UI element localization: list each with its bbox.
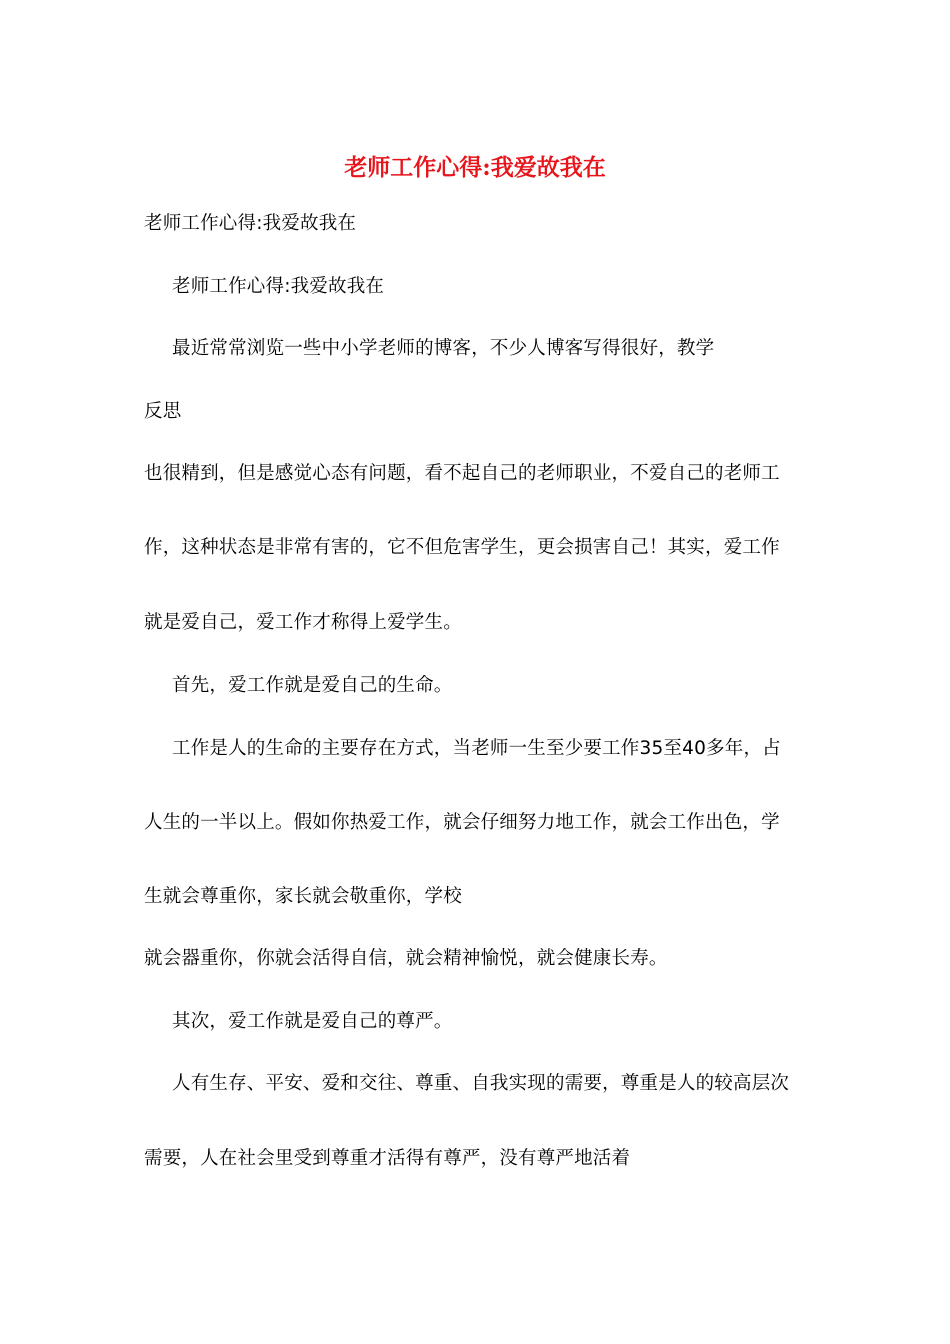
paragraph-line: 工作是人的生命的主要存在方式，当老师一生至少要工作35至40多年，占 <box>172 738 781 759</box>
paragraph-line: 最近常常浏览一些中小学老师的博客，不少人博客写得很好，教学 <box>172 338 715 359</box>
paragraph-line: 首先，爱工作就是爱自己的生命。 <box>172 675 453 696</box>
paragraph-line: 也很精到，但是感觉心态有问题，看不起自己的老师职业，不爱自己的老师工 <box>144 463 780 484</box>
document-title: 老师工作心得:我爱故我在 <box>344 154 606 181</box>
paragraph-line: 生就会尊重你，家长就会敬重你，学校 <box>144 886 462 907</box>
paragraph-line: 作，这种状态是非常有害的，它不但危害学生，更会损害自己！其实，爱工作 <box>144 537 780 558</box>
paragraph-line: 老师工作心得:我爱故我在 <box>172 276 385 297</box>
paragraph-line: 反思 <box>144 401 182 422</box>
paragraph-line: 就会器重你，你就会活得自信，就会精神愉悦，就会健康长寿。 <box>144 948 668 969</box>
paragraph-line: 人有生存、平安、爱和交往、尊重、自我实现的需要，尊重是人的较高层次 <box>172 1073 790 1094</box>
paragraph-line: 人生的一半以上。假如你热爱工作，就会仔细努力地工作，就会工作出色，学 <box>144 812 780 833</box>
paragraph-line: 其次，爱工作就是爱自己的尊严。 <box>172 1011 453 1032</box>
paragraph-line: 需要，人在社会里受到尊重才活得有尊严，没有尊严地活着 <box>144 1148 631 1169</box>
paragraph-line: 老师工作心得:我爱故我在 <box>144 213 357 234</box>
paragraph-line: 就是爱自己，爱工作才称得上爱学生。 <box>144 612 462 633</box>
